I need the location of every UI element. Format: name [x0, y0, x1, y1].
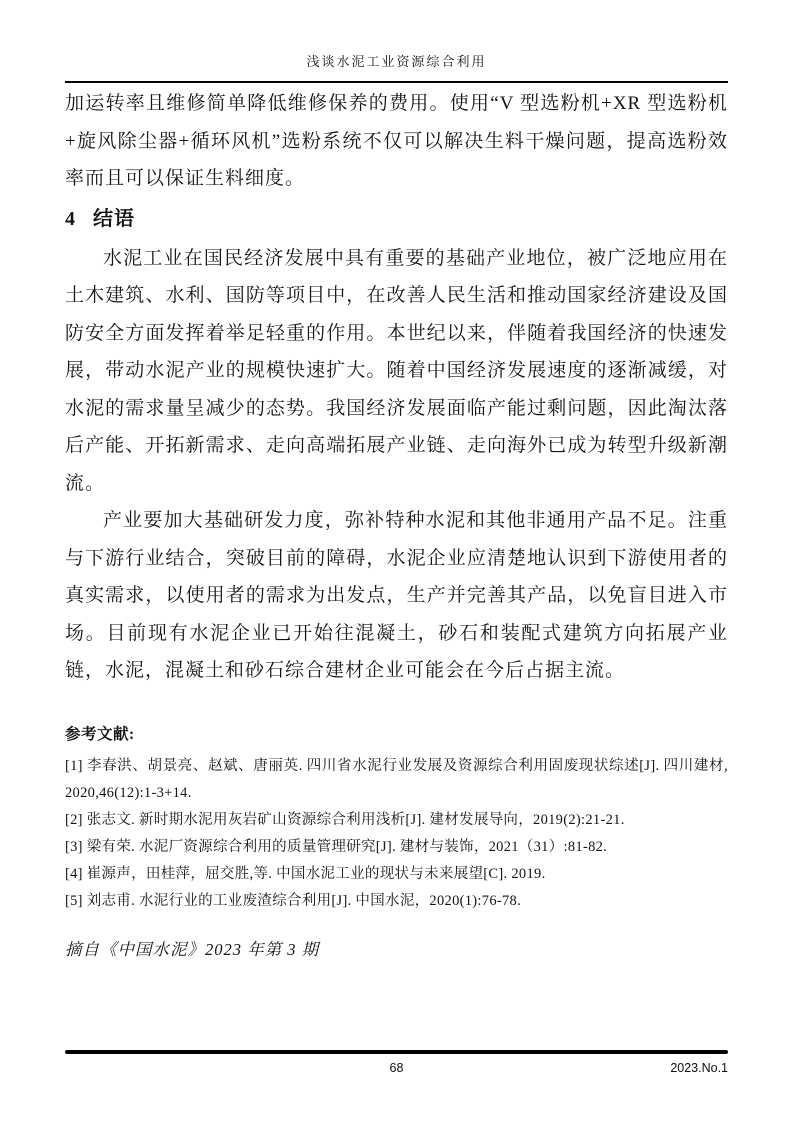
- page-footer: [65, 1050, 728, 1077]
- conclusion-paragraph-1: 水泥工业在国民经济发展中具有重要的基础产业地位，被广泛地应用在土木建筑、水利、国防等项目中，在改善人民生活和推动国家经济建设及国防安全方面发挥着举足轻重的作用。本世纪以来，伴随着我国经济的快速发展，带动水泥产业的规模快速扩大。随着中国经济发展速度的逐渐减缓，对水泥的需求量呈减少的态势。我国经济发展面临产能过剩问题，因此淘汰落后产能、开拓新需求、走向高端拓展产业链、走向海外已成为转型升级新潮流。: [65, 247, 728, 494]
- reference-item: [1] 李春洪、胡景亮、赵斌、唐丽英. 四川省水泥行业发展及资源综合利用固废现状综述[J]. 四川建材, 2020,46(12):1-3+14.: [65, 758, 728, 801]
- header-rule: [65, 81, 728, 83]
- reference-item: [2] 张志文. 新时期水泥用灰岩矿山资源综合利用浅析[J]. 建材发展导向，2019(2):21-21.: [65, 812, 625, 828]
- running-header-title: 浅谈水泥工业资源综合利用: [306, 54, 487, 69]
- references-section: [65, 724, 728, 915]
- intro-paragraph: 加运转率且维修简单降低维修保养的费用。使用“V 型选粉机+XR 型选粉机+旋风除尘器+循环风机”选粉系统不仅可以解决生料干燥问题，提高选粉效率而且可以保证生料细度。: [65, 93, 728, 189]
- section-number: 4: [65, 207, 76, 230]
- issue-label: 2023.No.1: [670, 1060, 728, 1075]
- page-number: 68: [389, 1060, 404, 1075]
- reference-item: [4] 崔源声，田桂萍，屈交胜,等. 中国水泥工业的现状与未来展望[C]. 2019.: [65, 866, 546, 882]
- section-title: 结语: [93, 207, 135, 230]
- footer-rule: [65, 1050, 728, 1054]
- reference-item: [5] 刘志甫. 水泥行业的工业废渣综合利用[J]. 中国水泥，2020(1):76-78.: [65, 893, 522, 909]
- conclusion-paragraph-2: 产业要加大基础研发力度，弥补特种水泥和其他非通用产品不足。注重与下游行业结合，突破目前的障碍，水泥企业应清楚地认识到下游使用者的真实需求，以使用者的需求为出发点，生产并完善其产品，以免盲目进入市场。目前现有水泥企业已开始往混凝土，砂石和装配式建筑方向拓展产业链，水泥，混凝土和砂石综合建材企业可能会在今后占据主流。: [65, 510, 728, 681]
- section-heading: [65, 206, 728, 232]
- reference-item: [3] 梁有荣. 水泥厂资源综合利用的质量管理研究[J]. 建材与装饰，2021（31）:81-82.: [65, 839, 608, 855]
- references-heading: 参考文献:: [65, 726, 135, 743]
- footer-row: [65, 1059, 728, 1077]
- source-note: 摘自《中国水泥》2023 年第 3 期: [65, 940, 320, 959]
